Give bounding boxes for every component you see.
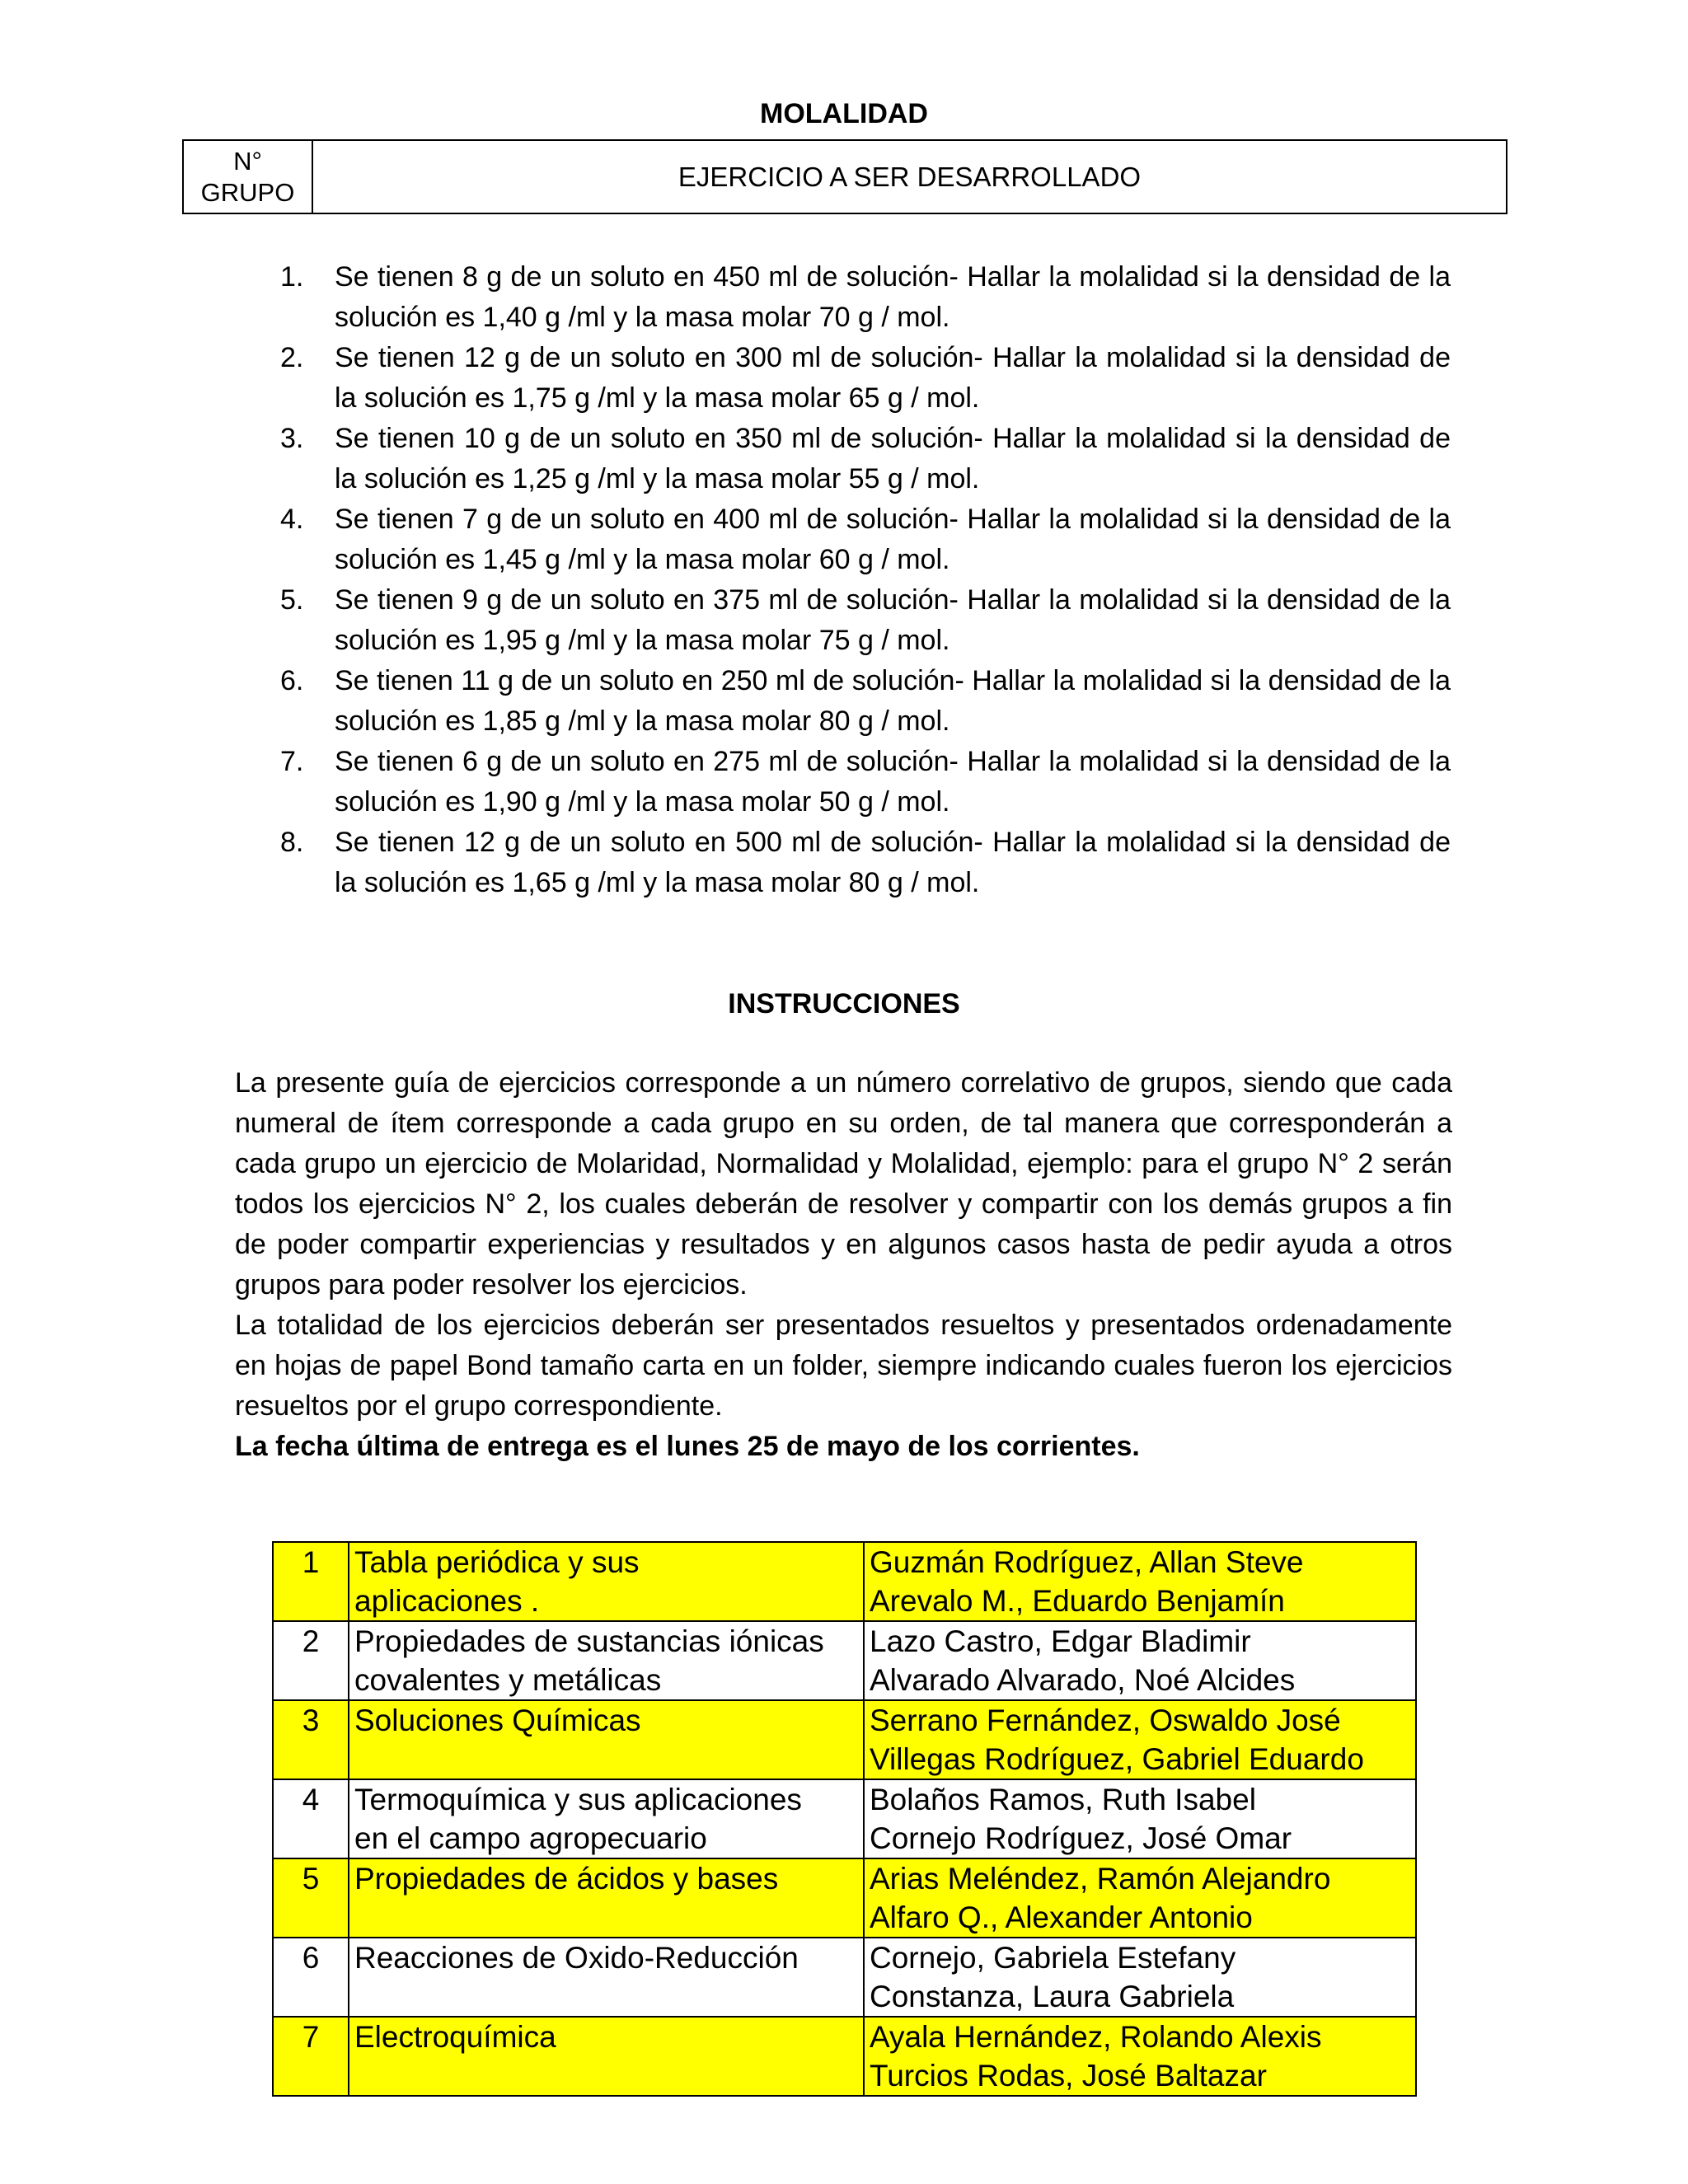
exercise-text: Se tienen 8 g de un soluto en 450 ml de solución- Hallar la molalidad si la densidad de la solución es 1,40 g /ml y la masa molar 70 g / mol. (335, 261, 1451, 333)
exercise-item (280, 338, 1451, 419)
instructions-body (235, 1063, 1452, 1467)
exercise-text: Se tienen 9 g de un soluto en 375 ml de solución- Hallar la molalidad si la densidad de la solución es 1,95 g /ml y la masa molar 75 g / mol. (335, 584, 1451, 656)
group-members (864, 1621, 1416, 1700)
instructions-title: INSTRUCCIONES (728, 988, 960, 1019)
group-members (864, 2017, 1416, 2096)
group-topic (349, 1779, 864, 1858)
exercise-item (280, 742, 1451, 823)
group-member: Ayala Hernández, Rolando Alexis (870, 2020, 1322, 2054)
group-number: 1 (273, 1542, 349, 1621)
group-row (273, 2017, 1416, 2096)
exercise-list (280, 257, 1451, 903)
exercise-item (280, 661, 1451, 742)
exercise-number: 1. (280, 261, 304, 293)
deadline-text: La fecha última de entrega es el lunes 25 de mayo de los corrientes. (235, 1431, 1140, 1462)
group-number: 3 (273, 1700, 349, 1779)
groups-table (272, 1541, 1417, 2097)
group-number: 4 (273, 1779, 349, 1858)
group-topic-line: en el campo agropecuario (354, 1821, 707, 1855)
group-member: Turcios Rodas, José Baltazar (870, 2059, 1267, 2093)
group-topic-line: Propiedades de ácidos y bases (354, 1862, 779, 1896)
group-topic (349, 1858, 864, 1938)
exercise-item (280, 823, 1451, 903)
group-topic-line: Reacciones de Oxido-Reducción (354, 1941, 799, 1975)
exercise-number: 4. (280, 504, 304, 535)
exercise-item (280, 499, 1451, 580)
group-members (864, 1700, 1416, 1779)
group-row (273, 1938, 1416, 2017)
group-topic-line: Electroquímica (354, 2020, 556, 2054)
group-number: 6 (273, 1938, 349, 2017)
group-row (273, 1542, 1416, 1621)
exercise-item (280, 580, 1451, 661)
group-topic-line: Termoquímica y sus aplicaciones (354, 1783, 802, 1816)
header-group-number-line1: N° (233, 146, 262, 176)
exercise-text: Se tienen 6 g de un soluto en 275 ml de solución- Hallar la molalidad si la densidad de la solución es 1,90 g /ml y la masa molar 50 g / mol. (335, 746, 1451, 818)
exercise-number: 7. (280, 746, 304, 777)
group-member: Cornejo, Gabriela Estefany (870, 1941, 1236, 1975)
header-exercise-cell: EJERCICIO A SER DESARROLLADO (678, 161, 1142, 192)
group-topic (349, 1938, 864, 2017)
group-topic (349, 1700, 864, 1779)
group-row (273, 1779, 1416, 1858)
group-member: Serrano Fernández, Oswaldo José (870, 1704, 1341, 1737)
instructions-paragraph: La totalidad de los ejercicios deberán ser presentados resueltos y presentados ordenadamente en hojas de papel Bond tamaño carta en un folder, siempre indicando cuales fueron los ejercicios resueltos por el grupo correspondiente. (235, 1310, 1452, 1422)
group-number: 7 (273, 2017, 349, 2096)
group-member: Alvarado Alvarado, Noé Alcides (870, 1663, 1296, 1697)
group-row (273, 1858, 1416, 1938)
group-number: 5 (273, 1858, 349, 1938)
group-number: 2 (273, 1621, 349, 1700)
header-group-number-cell (184, 141, 313, 213)
group-topic-line: Propiedades de sustancias iónicas (354, 1624, 824, 1658)
group-member: Guzmán Rodríguez, Allan Steve (870, 1545, 1304, 1579)
header-table (182, 139, 1507, 214)
page-title: MOLALIDAD (760, 98, 928, 129)
instructions-paragraph: La presente guía de ejercicios corresponde a un número correlativo de grupos, siendo que cada numeral de ítem corresponde a cada grupo en su orden, de tal manera que corresponderán a cada grupo un ejercicio de Molaridad, Normalidad y Molalidad, ejemplo: para el grupo N° 2 serán todos los ejercicios N° 2, los cuales deberán de resolver y compartir con los demás grupos a fin de poder compartir experiencias y resultados y en algunos casos hasta de pedir ayuda a otros grupos para poder resolver los ejercicios. (235, 1067, 1452, 1301)
group-member: Villegas Rodríguez, Gabriel Eduardo (870, 1742, 1364, 1776)
exercise-number: 6. (280, 665, 304, 696)
group-topic-line: Tabla periódica y sus (354, 1545, 640, 1579)
exercise-number: 8. (280, 827, 304, 858)
group-members (864, 1858, 1416, 1938)
group-topic (349, 1542, 864, 1621)
group-topic (349, 1621, 864, 1700)
group-member: Alfaro Q., Alexander Antonio (870, 1900, 1253, 1934)
group-member: Arevalo M., Eduardo Benjamín (870, 1584, 1285, 1618)
group-member: Lazo Castro, Edgar Bladimir (870, 1624, 1251, 1658)
group-member: Arias Meléndez, Ramón Alejandro (870, 1862, 1331, 1896)
group-members (864, 1542, 1416, 1621)
group-topic-line: Soluciones Químicas (354, 1704, 641, 1737)
group-topic-line: aplicaciones . (354, 1584, 540, 1618)
header-group-number-line2: GRUPO (200, 177, 295, 207)
group-member: Bolaños Ramos, Ruth Isabel (870, 1783, 1256, 1816)
exercise-item (280, 419, 1451, 499)
group-topic (349, 2017, 864, 2096)
exercise-number: 2. (280, 342, 304, 373)
exercise-text: Se tienen 7 g de un soluto en 400 ml de solución- Hallar la molalidad si la densidad de la solución es 1,45 g /ml y la masa molar 60 g / mol. (335, 504, 1451, 575)
group-topic-line: covalentes y metálicas (354, 1663, 662, 1697)
groups-table-body (273, 1542, 1416, 2096)
exercise-number: 3. (280, 423, 304, 454)
exercise-text: Se tienen 12 g de un soluto en 500 ml de solución- Hallar la molalidad si la densidad de la solución es 1,65 g /ml y la masa molar 80 g / mol. (335, 827, 1451, 898)
exercise-text: Se tienen 12 g de un soluto en 300 ml de solución- Hallar la molalidad si la densidad de la solución es 1,75 g /ml y la masa molar 65 g / mol. (335, 342, 1451, 414)
group-member: Constanza, Laura Gabriela (870, 1980, 1235, 2013)
group-members (864, 1938, 1416, 2017)
exercise-text: Se tienen 10 g de un soluto en 350 ml de solución- Hallar la molalidad si la densidad de la solución es 1,25 g /ml y la masa molar 55 g / mol. (335, 423, 1451, 494)
exercise-text: Se tienen 11 g de un soluto en 250 ml de solución- Hallar la molalidad si la densidad de la solución es 1,85 g /ml y la masa molar 80 g / mol. (335, 665, 1451, 737)
exercise-number: 5. (280, 584, 304, 616)
group-row (273, 1621, 1416, 1700)
group-member: Cornejo Rodríguez, José Omar (870, 1821, 1292, 1855)
exercise-item (280, 257, 1451, 338)
group-members (864, 1779, 1416, 1858)
group-row (273, 1700, 1416, 1779)
